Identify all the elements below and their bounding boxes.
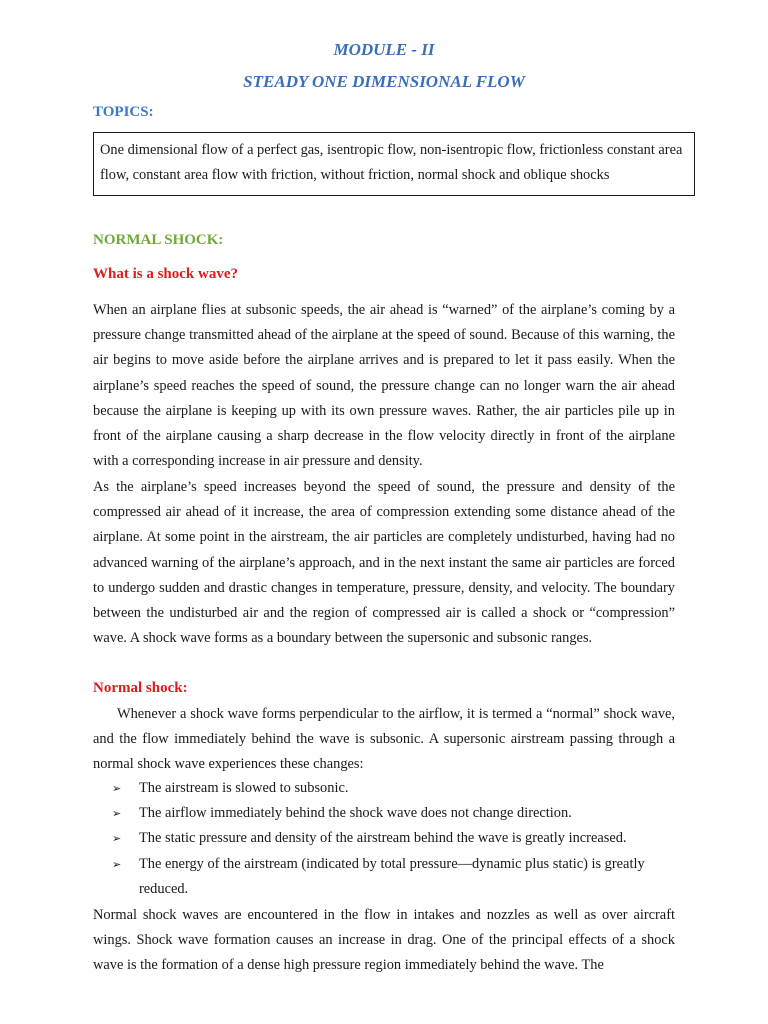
module-subtitle: STEADY ONE DIMENSIONAL FLOW [243, 72, 525, 91]
list-item-text: The energy of the airstream (indicated by total pressure—dynamic plus static) is greatly reduced. [139, 855, 645, 897]
paragraph-subsonic-flight: When an airplane flies at subsonic speeds, the air ahead is “warned” of the airplane’s coming by a pressure change transmitted ahead of the airplane at the speed of sound. Because of this warning, the air begins to move aside before the airplane arrives and is prepared to let it pass easily. When the airplane’s speed reaches the speed of sound, the pressure change can no longer warn the air ahead because the airplane is keeping up with its own pressure waves. Rather, the air particles pile up in front of the airplane causing a sharp decrease in the flow velocity directly in front of the airplane with a corresponding increase in air pressure and density. [93, 302, 675, 470]
normal-shock-section-heading: NORMAL SHOCK: [93, 232, 224, 248]
normal-shock-heading: Normal shock: [93, 680, 188, 696]
paragraph-normal-shock-definition: Whenever a shock wave forms perpendicular to the airflow, it is termed a “normal” shock wave, and the flow immediately behind the wave is subsonic. A supersonic airstream passing through a normal shock wave experiences these changes: [93, 706, 675, 773]
list-item [112, 776, 682, 801]
list-item-text: The airflow immediately behind the shock wave does not change direction. [139, 805, 572, 822]
arrow-bullet-icon: ➢ [112, 857, 122, 871]
paragraph-supersonic-flight: As the airplane’s speed increases beyond the speed of sound, the pressure and density of the compressed air ahead of it increase, the area of compression extending some distance ahead of the airplane. At some point in the airstream, the air particles are completely undisturbed, having had no advanced warning of the airplane’s approach, and in the next instant the same air particles are forced to undergo sudden and drastic changes in temperature, pressure, density, and velocity. The boundary between the undisturbed air and the region of compressed air is called a shock or “compression” wave. A shock wave forms as a boundary between the supersonic and subsonic ranges. [93, 479, 675, 647]
paragraph-normal-shock-effects: Normal shock waves are encountered in the flow in intakes and nozzles as well as over aircraft wings. Shock wave formation causes an increase in drag. One of the principal effects of a shock wave is the formation of a dense high pressure region immediately behind the wave. The [93, 907, 675, 974]
topics-heading: TOPICS: [93, 104, 154, 120]
topics-box [93, 132, 695, 196]
arrow-bullet-icon: ➢ [112, 832, 122, 846]
list-item-text: The static pressure and density of the airstream behind the wave is greatly increased. [139, 830, 627, 847]
list-item [112, 801, 682, 826]
module-title: MODULE - II [333, 40, 435, 59]
normal-shock-changes-list [112, 776, 682, 902]
list-item [112, 852, 682, 902]
arrow-bullet-icon: ➢ [112, 782, 122, 795]
list-item-text: The airstream is slowed to subsonic. [139, 780, 349, 796]
topics-text: One dimensional flow of a perfect gas, isentropic flow, non-isentropic flow, frictionless constant area flow, constant area flow with friction, without friction, normal shock and oblique shocks [100, 142, 683, 183]
list-item [112, 826, 682, 851]
arrow-bullet-icon: ➢ [112, 807, 122, 821]
shock-wave-question-heading: What is a shock wave? [93, 266, 239, 282]
